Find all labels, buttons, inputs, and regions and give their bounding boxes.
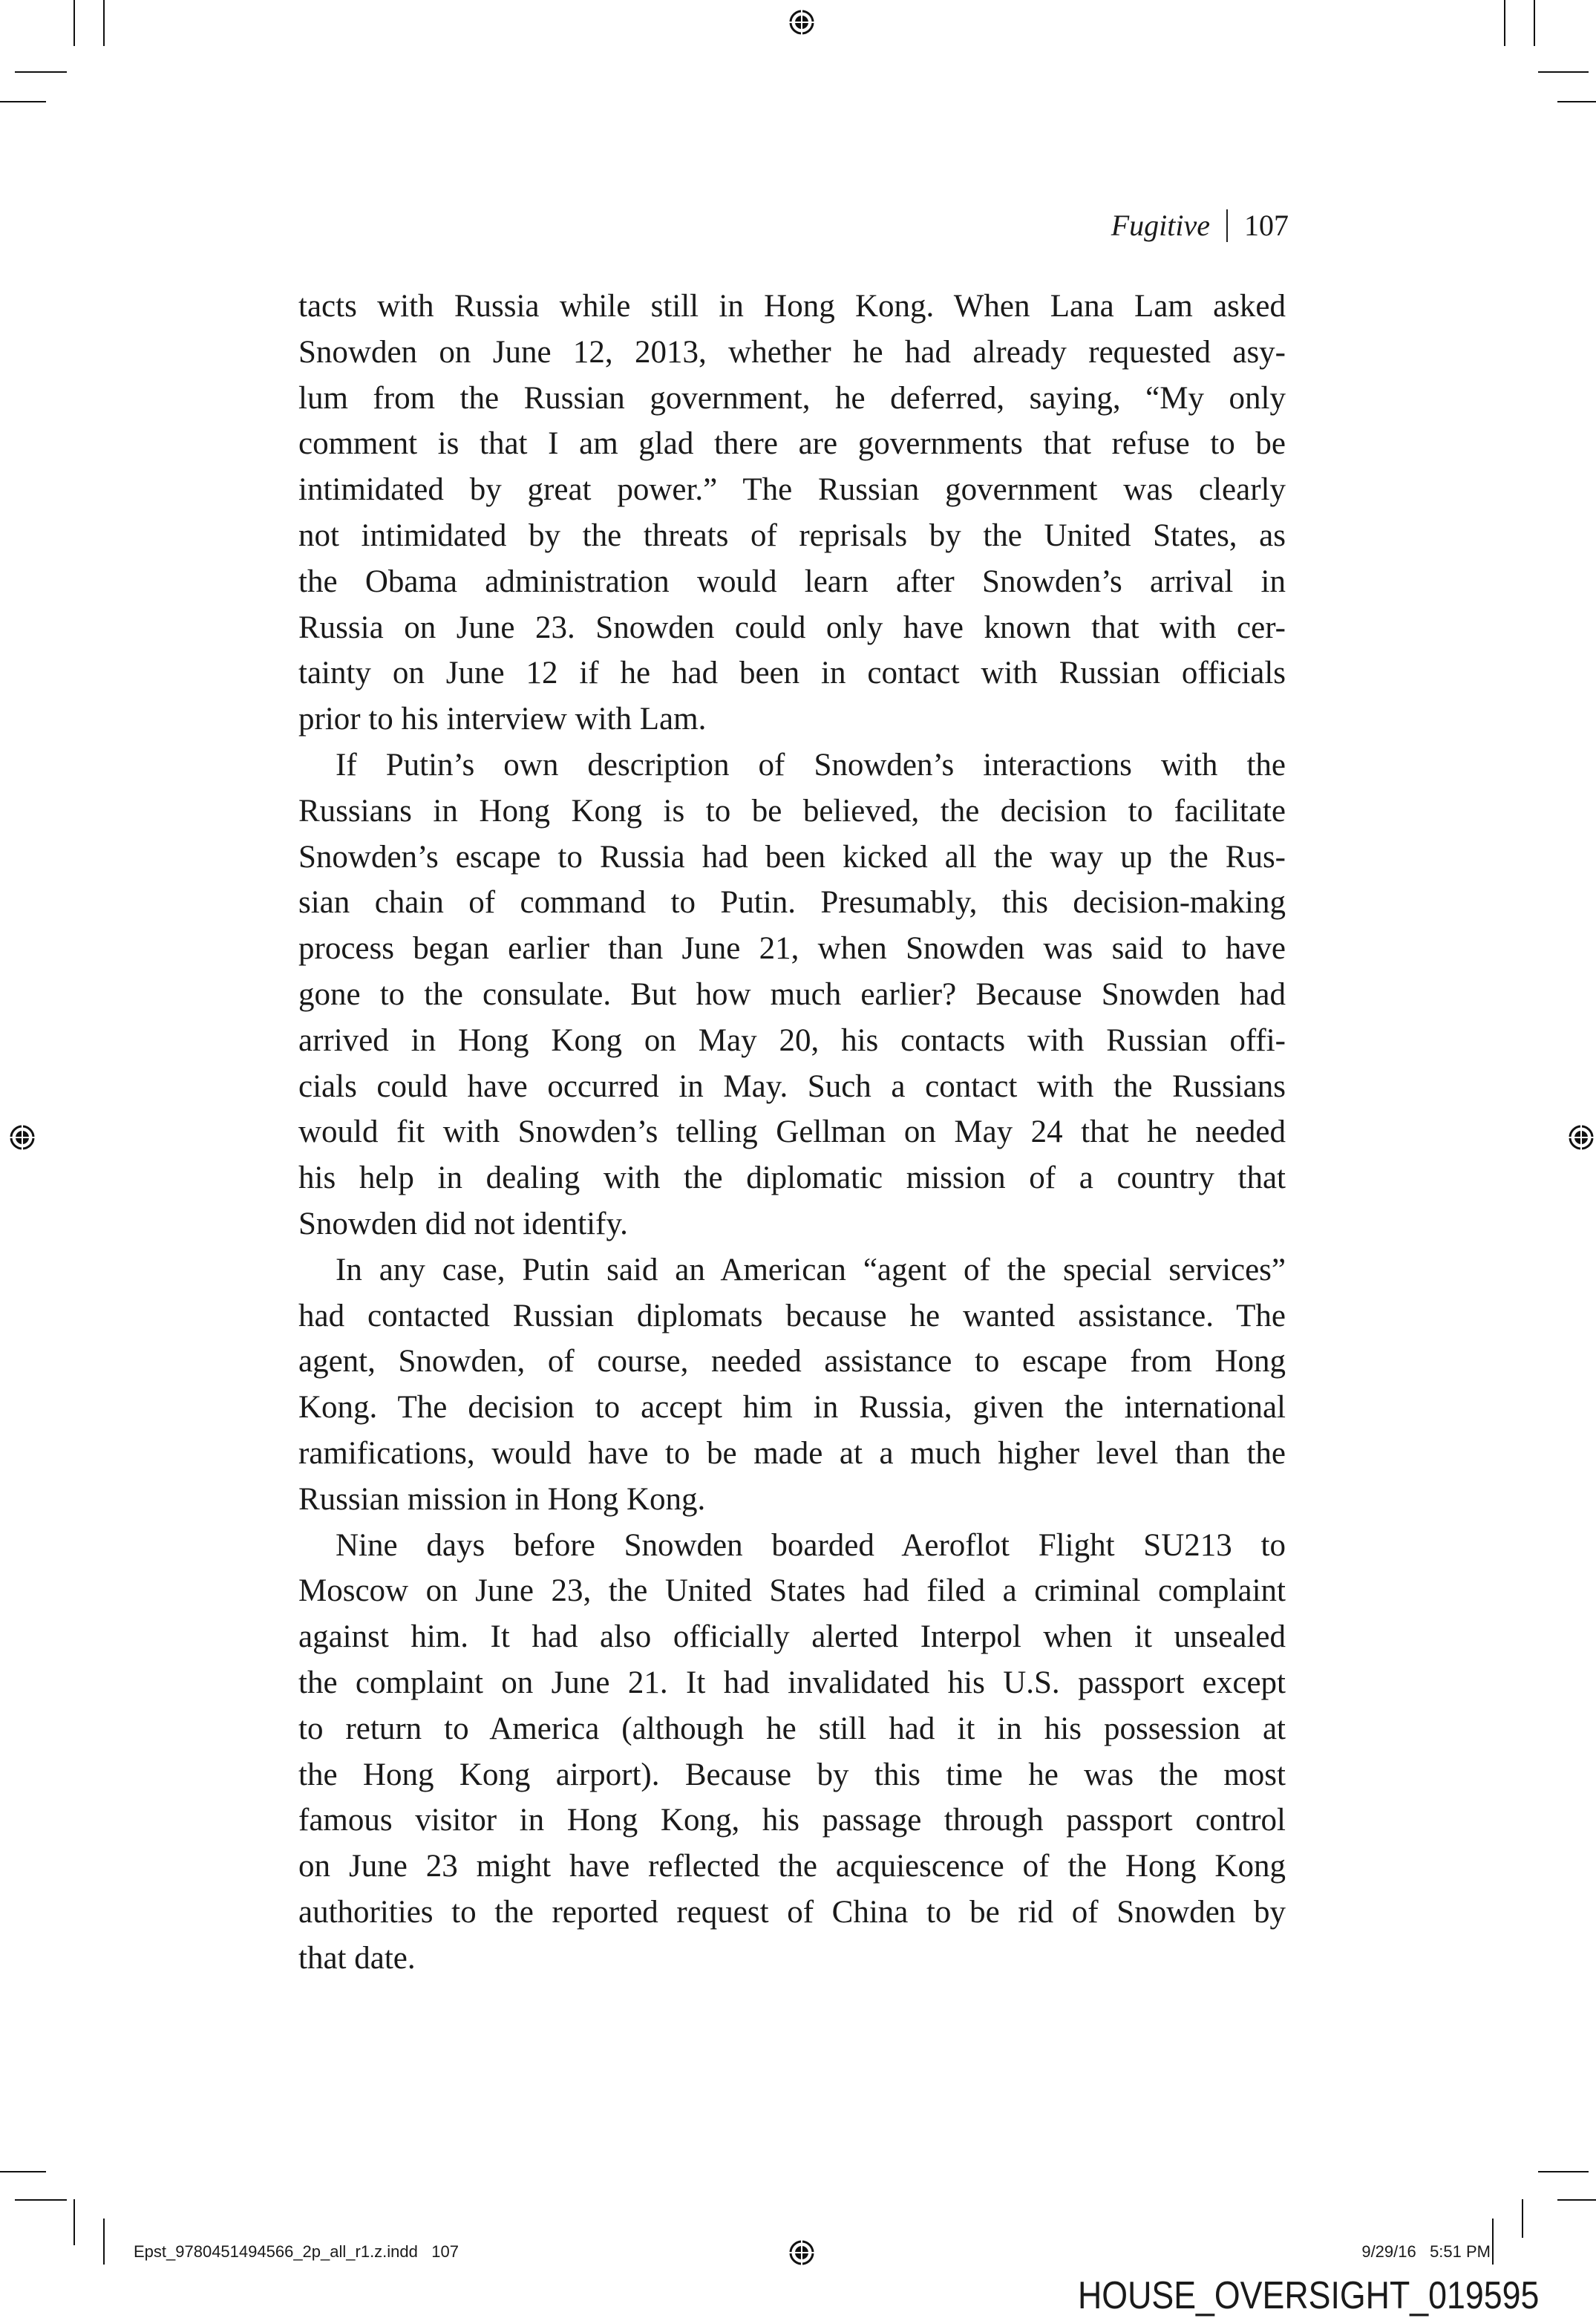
crop-mark bbox=[1492, 2219, 1494, 2265]
crop-mark bbox=[103, 2219, 105, 2265]
page-number: 107 bbox=[1244, 209, 1289, 242]
text-line: tainty on June 12 if he had been in contact with Russian officials bbox=[298, 656, 1286, 691]
crop-mark bbox=[0, 101, 46, 102]
text-line: Nine days before Snowden boarded Aeroflot Flight SU213 to bbox=[336, 1527, 1286, 1563]
text-line: tacts with Russia while still in Hong Kong. When Lana Lam asked bbox=[298, 289, 1286, 324]
registration-mark-icon bbox=[787, 2238, 817, 2268]
crop-mark bbox=[73, 0, 75, 46]
text-line: ramifications, would have to be made at a much higher level than the bbox=[298, 1435, 1286, 1471]
registration-mark-icon bbox=[1566, 1123, 1596, 1152]
paragraph bbox=[298, 1523, 1286, 1982]
text-line: Moscow on June 23, the United States had filed a criminal complaint bbox=[298, 1573, 1286, 1609]
crop-mark bbox=[1538, 2171, 1589, 2172]
crop-mark bbox=[1538, 71, 1589, 73]
text-line: intimidated by great power.” The Russian government was clearly bbox=[298, 472, 1286, 508]
paragraph bbox=[298, 1247, 1286, 1523]
header-divider bbox=[1226, 209, 1228, 242]
registration-mark-icon bbox=[7, 1123, 37, 1152]
text-line: to return to America (although he still had it in his possession at bbox=[298, 1711, 1286, 1746]
text-line: process began earlier than June 21, when Snowden was said to have bbox=[298, 931, 1286, 967]
running-header bbox=[1099, 208, 1289, 243]
text-line: had contacted Russian diplomats because he wanted assistance. The bbox=[298, 1298, 1286, 1333]
text-line: not intimidated by the threats of reprisals by the United States, as bbox=[298, 518, 1286, 553]
paragraph bbox=[298, 284, 1286, 742]
crop-mark bbox=[1522, 2199, 1523, 2238]
crop-mark bbox=[1534, 0, 1535, 46]
text-line: comment is that I am glad there are governments that refuse to be bbox=[298, 426, 1286, 462]
text-line: prior to his interview with Lam. bbox=[298, 702, 707, 737]
text-line: the Hong Kong airport). Because by this time he was the most bbox=[298, 1757, 1286, 1792]
text-line: famous visitor in Hong Kong, his passage through passport control bbox=[298, 1803, 1286, 1838]
running-title: Fugitive bbox=[1111, 209, 1210, 242]
text-line: lum from the Russian government, he deferred, saying, “My only bbox=[298, 380, 1286, 416]
crop-mark bbox=[0, 2171, 46, 2172]
crop-mark bbox=[103, 0, 105, 46]
footer-timestamp: 9/29/16 5:51 PM bbox=[1361, 2242, 1491, 2261]
registration-mark-icon bbox=[787, 7, 817, 37]
text-line: the complaint on June 21. It had invalidated his U.S. passport except bbox=[298, 1665, 1286, 1700]
text-line: agent, Snowden, of course, needed assistance to escape from Hong bbox=[298, 1344, 1286, 1380]
crop-mark bbox=[1504, 0, 1505, 46]
text-line: gone to the consulate. But how much earlier? Because Snowden had bbox=[298, 976, 1286, 1012]
crop-mark bbox=[1557, 101, 1596, 102]
crop-mark bbox=[15, 71, 67, 73]
text-line: Russian mission in Hong Kong. bbox=[298, 1481, 706, 1517]
text-line: the Obama administration would learn after Snowden’s arrival in bbox=[298, 564, 1286, 599]
text-line: Russia on June 23. Snowden could only have known that with cer- bbox=[298, 610, 1286, 645]
text-line: on June 23 might have reflected the acquiescence of the Hong Kong bbox=[298, 1849, 1286, 1884]
crop-mark bbox=[73, 2199, 75, 2245]
text-line: would fit with Snowden’s telling Gellman on May 24 that he needed bbox=[298, 1114, 1286, 1150]
text-line: If Putin’s own description of Snowden’s interactions with the bbox=[336, 747, 1286, 783]
text-line: Snowden did not identify. bbox=[298, 1206, 628, 1241]
text-line: In any case, Putin said an American “agent of the special services” bbox=[336, 1252, 1286, 1287]
text-line: arrived in Hong Kong on May 20, his contacts with Russian offi- bbox=[298, 1022, 1286, 1058]
crop-mark bbox=[15, 2199, 67, 2201]
bates-stamp: HOUSE_OVERSIGHT_019595 bbox=[1078, 2274, 1540, 2317]
text-line: his help in dealing with the diplomatic mission of a country that bbox=[298, 1160, 1286, 1196]
footer-file-slug: Epst_9780451494566_2p_all_r1.z.indd 107 bbox=[134, 2242, 459, 2261]
paragraph bbox=[298, 742, 1286, 1247]
text-line: cials could have occurred in May. Such a contact with the Russians bbox=[298, 1068, 1286, 1104]
text-line: Snowden on June 12, 2013, whether he had already requested asy- bbox=[298, 334, 1286, 370]
body-text bbox=[298, 284, 1286, 1981]
text-line: Russians in Hong Kong is to be believed, the decision to facilitate bbox=[298, 793, 1286, 829]
crop-mark bbox=[1557, 2199, 1596, 2201]
text-line: sian chain of command to Putin. Presumably, this decision-making bbox=[298, 885, 1286, 921]
text-line: Snowden’s escape to Russia had been kicked all the way up the Rus- bbox=[298, 839, 1286, 875]
text-line: authorities to the reported request of China to be rid of Snowden by bbox=[298, 1894, 1286, 1930]
text-line: that date. bbox=[298, 1940, 416, 1976]
text-line: against him. It had also officially alerted Interpol when it unsealed bbox=[298, 1619, 1286, 1655]
text-line: Kong. The decision to accept him in Russia, given the international bbox=[298, 1390, 1286, 1426]
